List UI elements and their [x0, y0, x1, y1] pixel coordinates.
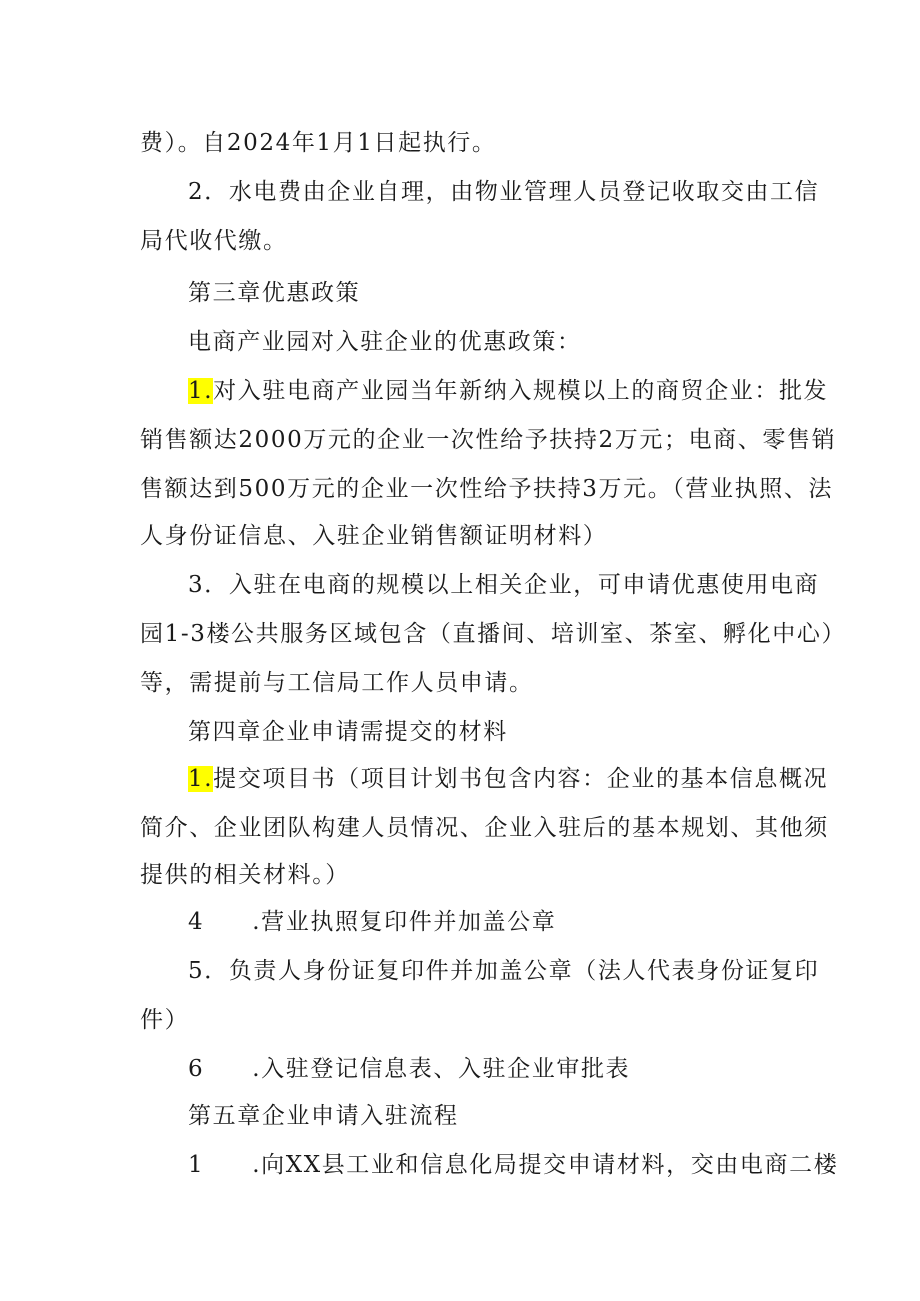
- list-number: 1: [188, 1152, 205, 1178]
- paragraph-line: 局代收代缴。: [140, 228, 288, 254]
- paragraph-line: 销售额达2000万元的企业一次性给予扶持2万元；电商、零售销: [140, 427, 837, 453]
- paragraph-line: 件）: [140, 1007, 190, 1033]
- list-number: 6: [188, 1056, 205, 1082]
- paragraph-line: 人身份证信息、入驻企业销售额证明材料）: [140, 523, 608, 549]
- list-item-text: .营业执照复印件并加盖公章: [252, 909, 557, 935]
- paragraph-line: [188, 764, 828, 794]
- chapter-heading: 第三章优惠政策: [188, 280, 361, 306]
- paragraph-line: 3．入驻在电商的规模以上相关企业，可申请优惠使用电商: [188, 572, 820, 598]
- paragraph-line: 电商产业园对入驻企业的优惠政策：: [188, 329, 582, 355]
- paragraph-line: 园1-3楼公共服务区域包含（直播间、培训室、茶室、孵化中心）: [140, 621, 847, 647]
- paragraph-line: 售额达到500万元的企业一次性给予扶持3万元。（营业执照、法: [140, 476, 834, 502]
- paragraph-line: [188, 1054, 630, 1084]
- highlighted-list-number: 1.: [188, 378, 214, 404]
- list-item-text: 提交项目书（项目计划书包含内容：企业的基本信息概况: [213, 766, 829, 792]
- paragraph-line: 提供的相关材料。）: [140, 862, 350, 888]
- chapter-heading: 第五章企业申请入驻流程: [188, 1103, 459, 1129]
- paragraph-line: 简介、企业团队构建人员情况、企业入驻后的基本规划、其他须: [140, 815, 829, 841]
- list-item-text: 对入驻电商产业园当年新纳入规模以上的商贸企业：批发: [213, 378, 829, 404]
- highlighted-list-number: 1.: [188, 766, 214, 792]
- paragraph-line: 等，需提前与工信局工作人员申请。: [140, 670, 534, 696]
- paragraph-line: 5．负责人身份证复印件并加盖公章（法人代表身份证复印: [188, 958, 820, 984]
- chapter-heading: 第四章企业申请需提交的材料: [188, 719, 508, 745]
- paragraph-line: [188, 907, 556, 937]
- paragraph-line: 2．水电费由企业自理，由物业管理人员登记收取交由工信: [188, 179, 820, 205]
- list-item-text: .入驻登记信息表、入驻企业审批表: [252, 1056, 631, 1082]
- paragraph-line: 费）。自2024年1月1日起执行。: [140, 130, 497, 156]
- paragraph-line: [188, 376, 828, 406]
- list-number: 4: [188, 909, 205, 935]
- list-item-text: .向XX县工业和信息化局提交申请材料，交由电商二楼: [252, 1152, 839, 1178]
- paragraph-line: [188, 1150, 838, 1180]
